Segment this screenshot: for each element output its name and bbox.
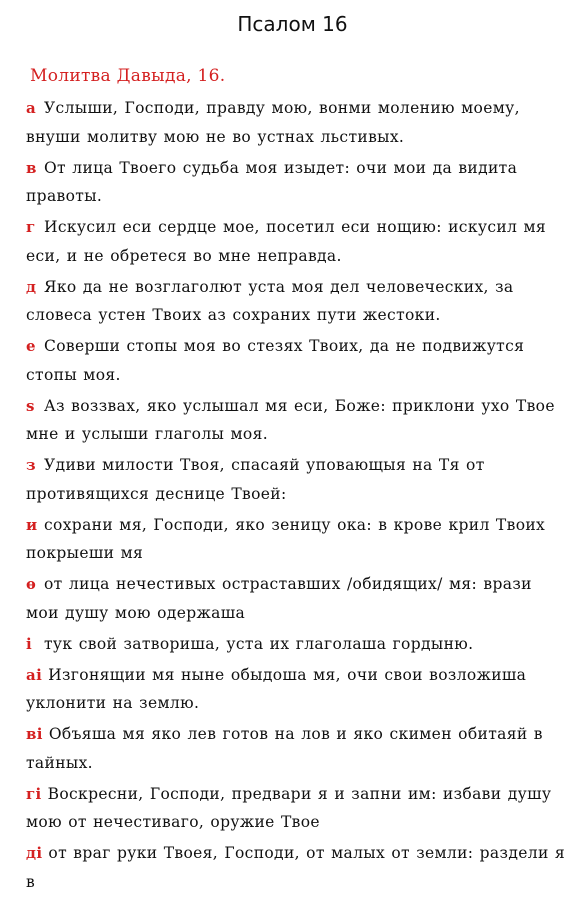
verse-number: д — [26, 277, 37, 296]
verse — [26, 392, 566, 449]
verse-text: Аз воззвах, яко услышал мя еси, Боже: приклони ухо Твое мне и услыши глаголы моя. — [26, 396, 555, 443]
psalm-heading: Молитва Давыда, 16. — [30, 66, 226, 86]
verse — [26, 451, 566, 508]
verse — [26, 332, 566, 389]
verse-number: з — [26, 456, 36, 474]
verse-number: ді — [26, 844, 43, 862]
verse-text: Объяша мя яко лев готов на лов и яко скимен обитаяй в тайных. — [26, 725, 543, 772]
verse — [26, 570, 566, 627]
verse-number: ѕ — [26, 396, 35, 415]
verse — [26, 720, 566, 777]
verse-text: Удиви милости Твоя, спасаяй уповающыя на Тя от противящихся деснице Твоей: — [26, 456, 485, 503]
verse-text: от лица нечестивых остраставших /обидящих/ мя: врази мои душу мою одержаша — [26, 575, 532, 622]
verse — [26, 273, 566, 330]
verse-number: ві — [26, 725, 43, 743]
verse-number: а — [26, 99, 37, 117]
verse — [26, 154, 566, 211]
verse — [26, 780, 566, 837]
verse — [26, 213, 566, 270]
verse-list — [26, 94, 566, 899]
page-title: Псалом 16 — [237, 12, 348, 36]
verse-number: и — [26, 515, 38, 534]
verse — [26, 630, 566, 659]
verse-number: аі — [26, 665, 43, 684]
verse-text: Воскресни, Господи, предвари я и запни им: избави душу мою от нечестиваго, оружие Твое — [26, 784, 552, 831]
verse-number: ѳ — [26, 575, 37, 593]
verse-text: тук свой затвориша, уста их глаголаша гордыню. — [44, 634, 474, 653]
verse — [26, 661, 566, 718]
verse — [26, 94, 566, 151]
verse — [26, 839, 566, 896]
verse-text: сохрани мя, Господи, яко зеницу ока: в крове крил Твоих покрыеши мя — [26, 515, 546, 562]
verse-number: г — [26, 218, 36, 236]
verse-text: От лица Твоего судьба моя изыдет: очи мои да видита правоты. — [26, 158, 518, 205]
verse-number: е — [26, 337, 36, 355]
verse-text: от враг руки Твоея, Господи, от малых от земли: раздели я в — [26, 844, 566, 891]
verse-number: гі — [26, 784, 42, 803]
verse-number: і — [26, 634, 33, 653]
verse-text: Яко да не возглаголют уста моя дел человеческих, за словеса устен Твоих аз сохраних пути жестоки. — [26, 277, 514, 324]
verse-text: Искусил еси сердце мое, посетил еси нощию: искусил мя еси, и не обретеся во мне неправда. — [26, 218, 547, 265]
verse-text: Услыши, Господи, правду мою, вонми молению моему, внуши молитву мою не во устнах льстивых. — [26, 99, 520, 146]
verse — [26, 511, 566, 568]
verse-number: в — [26, 158, 37, 177]
verse-text: Изгонящии мя ныне обыдоша мя, очи свои возложиша уклонити на землю. — [26, 665, 527, 712]
verse-text: Соверши стопы моя во стезях Твоих, да не подвижутся стопы моя. — [26, 337, 525, 384]
